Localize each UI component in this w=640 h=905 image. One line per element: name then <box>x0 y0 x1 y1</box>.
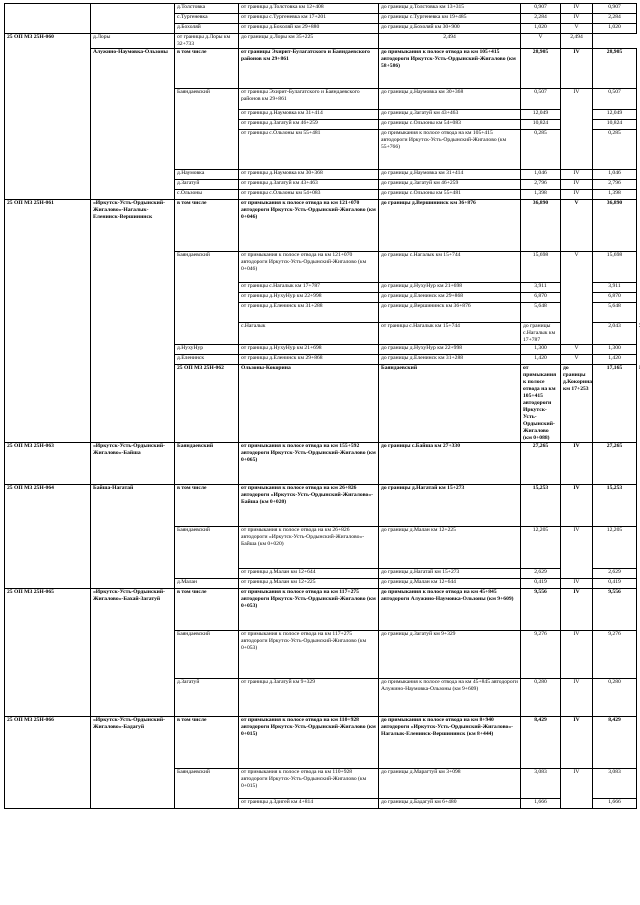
table-cell: 0,907 <box>593 4 637 14</box>
table-cell: д.НухуНур <box>175 345 239 355</box>
table-cell: до границы д.Загатуй км 43+463 <box>379 110 521 120</box>
table-cell: 3,911 <box>521 283 561 293</box>
table-cell: 28,905 <box>521 49 561 89</box>
table-cell: 5,648 <box>593 303 637 323</box>
table-cell: от границы с.Тургеневка км 17+201 <box>239 14 379 24</box>
table-cell: 2,494 <box>561 34 593 49</box>
table-cell: от границы д.НухуНур км 21+698 <box>239 345 379 355</box>
table-cell: 17,165 <box>593 365 637 443</box>
table-row <box>5 49 637 89</box>
table-cell: IV <box>561 717 593 769</box>
table-cell: 2,629 <box>521 569 561 579</box>
table-cell: 1,398 <box>521 190 561 200</box>
table-cell: от границы д.Малан км 12+225 <box>239 579 379 589</box>
table-cell: от примыкания к полосе отвода на км 121+070 автодороги Иркутск-Усть-Ордынский-Жигалово (км 0+046) <box>239 200 379 252</box>
table-cell: 3,911 <box>593 283 637 293</box>
table-cell: IV <box>561 769 593 809</box>
table-cell: Баяндаевский <box>175 443 239 485</box>
table-cell: с.Нагалык <box>239 323 379 345</box>
table-cell: 36,890 <box>593 200 637 252</box>
table-cell: до границы с.Нагалык км 17+787 <box>521 323 561 345</box>
table-row <box>5 4 637 14</box>
table-cell: 2,284 <box>521 14 561 24</box>
table-row <box>5 717 637 769</box>
table-cell: д.Бохоляй <box>175 24 239 34</box>
table-cell: IV <box>561 14 593 24</box>
table-cell: до границы с.Тургеневка км 19+485 <box>379 14 521 24</box>
table-cell: 1,300 <box>593 345 637 355</box>
table-cell: до примыкания к полосе отвода на км 8+940 автодороги «Иркутск-Усть-Ордынский-Жигалово»-Нагалык-Еленинск-Вершининск (км 8+444) <box>379 717 521 769</box>
table-cell: 5,648 <box>521 303 561 323</box>
table-cell: до границы д.Бохоляй км 30+900 <box>379 24 521 34</box>
table-row <box>5 443 637 485</box>
table-cell: 9,556 <box>521 589 561 631</box>
table-cell: Баяндаевский <box>175 769 239 809</box>
table-body <box>5 4 637 809</box>
table-cell: 2,629 <box>593 569 637 579</box>
table-cell: 8,429 <box>521 717 561 769</box>
table-cell: 27,265 <box>521 443 561 485</box>
table-cell: от границы с.Ользоны км 54+083 <box>239 190 379 200</box>
table-cell: 25 ОП МЗ 25Н-060 <box>5 34 91 200</box>
table-cell: от границы д.Загатуй км 46+259 <box>239 120 379 130</box>
table-cell: до границы д.НухуНур км 21+698 <box>379 283 521 293</box>
table-cell: от границы д.Толстовка км 12+408 <box>239 4 379 14</box>
table-cell: от границы Эхирит-Булагатского и Баяндаевского районов км 29+861 <box>239 89 379 110</box>
table-cell: от границы д.Еленинск км 31+288 <box>239 303 379 323</box>
table-cell: от примыкания к полосе отвода на км 110+928 автодороги Иркутск-Усть-Ордынский-Жигалово (км 0+015) <box>239 717 379 769</box>
table-cell: от границы Эхирит-Булагатского и Баяндаевского районов км 29+861 <box>239 49 379 89</box>
table-cell: Алужино-Наумовка-Ользоны <box>91 49 175 200</box>
table-cell: 0,285 <box>593 130 637 170</box>
table-row <box>5 200 637 252</box>
table-cell: до границы д.Бадагуй км 6+480 <box>379 799 521 809</box>
table-cell: 27,265 <box>593 443 637 485</box>
table-cell: до примыкания к полосе отвода на км 105+415 автодороги Иркутск-Усть-Ордынский-Жигалово (км 58+586) <box>379 49 521 89</box>
table-cell: д.Малан <box>175 579 239 589</box>
table-cell: до границы с.Ользоны км 55+481 <box>379 190 521 200</box>
table-cell: 12,205 <box>593 527 637 569</box>
table-cell: IV <box>561 631 593 679</box>
table-cell: от примыкания к полосе отвода на км 117+275 автодороги Иркутск-Усть-Ордынский-Жигалово (км 0+053) <box>239 589 379 631</box>
table-cell: в том числе <box>175 49 239 89</box>
table-cell: IV <box>561 527 593 579</box>
table-cell: д.Лоры <box>91 34 175 49</box>
table-cell: Баяндаевский <box>175 631 239 679</box>
table-cell: Байша-Нагатай <box>91 485 175 589</box>
table-cell: 0,280 <box>593 679 637 717</box>
table-cell: 6,870 <box>593 293 637 303</box>
table-cell: 0,419 <box>521 579 561 589</box>
table-cell: от границы с.Нагалык км 17+787 <box>239 283 379 293</box>
table-cell: до границы д.Вершининск км 36+876 <box>379 200 521 252</box>
table-cell: 2,284 <box>593 14 637 24</box>
table-cell: 2,796 <box>593 180 637 190</box>
table-cell: IV <box>561 180 593 190</box>
table-cell: до границы д.Наумовка км 30+368 <box>379 89 521 110</box>
table-cell: до границы с.Ользоны км 54+083 <box>379 120 521 130</box>
table-cell: до примыкания к полосе отвода на км 105+415 автодороги Иркутск-Усть-Ордынский-Жигалово (км 55+766) <box>379 130 521 170</box>
table-cell: в том числе <box>175 589 239 631</box>
table-cell: 12,049 <box>593 110 637 120</box>
table-cell <box>5 4 91 34</box>
table-cell: 9,556 <box>593 589 637 631</box>
table-cell: до границы д.Малан км 12+225 <box>379 527 521 569</box>
table-cell: до границы д.Нагатай км 15+273 <box>379 569 521 579</box>
table-cell: 25 ОП МЗ 25Н-064 <box>5 485 91 589</box>
table-cell: IV <box>561 443 593 485</box>
table-cell: Баяндаевский <box>379 365 521 443</box>
table-cell: 10,824 <box>593 120 637 130</box>
table-cell: 0,507 <box>521 89 561 110</box>
table-cell: 3,083 <box>521 769 561 799</box>
table-cell: д.Наумовка <box>175 170 239 180</box>
table-cell: до границы д.Малан км 12+644 <box>379 579 521 589</box>
table-cell: «Иркутск-Усть-Ордынский-Жигалово»-Бахай-Загатуй <box>91 589 175 717</box>
table-cell: с.Тургеневка <box>175 14 239 24</box>
table-row <box>5 589 637 631</box>
table-cell: от границы д.НухуНур км 22+998 <box>239 293 379 303</box>
table-cell: д.Загатуй <box>175 679 239 717</box>
table-row <box>5 485 637 527</box>
table-cell: Баяндаевский <box>175 89 239 170</box>
table-cell: «Иркутск-Усть-Ордынский-Жигалово»-Байша <box>91 443 175 485</box>
table-cell: от примыкания к полосе отвода на км 110+928 автодороги Иркутск-Усть-Ордынский-Жигалово (км 0+015) <box>239 769 379 799</box>
table-cell: от границы д.Здигей км 4+814 <box>239 799 379 809</box>
table-cell: 1,420 <box>593 355 637 365</box>
table-cell: 15,253 <box>593 485 637 527</box>
table-cell: IV <box>561 485 593 527</box>
table-cell: от примыкания к полосе отвода на км 26+826 автодороги «Иркутск-Усть-Ордынский-Жигалово»-Байша (км 0+020) <box>239 485 379 527</box>
table-cell: 15,698 <box>521 252 561 283</box>
table-cell: до границы д.Еленинск км 31+288 <box>379 355 521 365</box>
table-cell: до примыкания к полосе отвода на км 45+845 автодороги Алужино-Наумовка-Ользоны (км 9+609) <box>379 589 521 631</box>
table-cell: 25 ОП МЗ 25Н-065 <box>5 589 91 717</box>
table-cell: до границы д.Наумовка км 31+414 <box>379 170 521 180</box>
table-cell: 25 ОП МЗ 25Н-066 <box>5 717 91 809</box>
table-cell: Баяндаевский <box>175 252 239 345</box>
table-cell: V <box>561 345 593 355</box>
table-cell: 1,020 <box>521 24 561 34</box>
table-cell: до примыкания к полосе отвода на км 45+845 автодороги Алужино-Наумовка-Ользоны (км 9+609) <box>379 679 521 717</box>
table-cell: IV <box>561 49 593 89</box>
table-row <box>5 34 637 49</box>
table-cell: 1,020 <box>593 24 637 34</box>
table-cell: 6,870 <box>521 293 561 303</box>
table-cell: до границы д.Марагтуй км 3+098 <box>379 769 521 799</box>
table-cell: 0,907 <box>521 4 561 14</box>
table-cell: IV <box>561 190 593 200</box>
table-cell: IV <box>561 589 593 631</box>
table-cell <box>91 4 175 34</box>
table-cell: от примыкания к полосе отвода на км 26+826 автодороги «Иркутск-Усть-Ордынский-Жигалово»-Байша (км 0+020) <box>239 527 379 569</box>
roads-table <box>4 3 637 809</box>
table-cell: 0,507 <box>593 89 637 110</box>
table-cell: 1,398 <box>593 190 637 200</box>
table-cell: в том числе <box>175 200 239 252</box>
table-cell: 9,276 <box>593 631 637 679</box>
table-cell: от границы д.Наумовка км 30+368 <box>239 170 379 180</box>
table-cell: 9,276 <box>521 631 561 679</box>
table-cell: до границы д.Лоры км 35+225 <box>239 34 379 49</box>
table-cell: д.Толстовка <box>175 4 239 14</box>
table-cell: 1,666 <box>521 799 561 809</box>
table-cell: «Иркутск-Усть-Ордынский-Жигалово»-Нагалык-Еленинск-Вершининск <box>91 200 175 443</box>
table-cell: д.Еленинск <box>175 355 239 365</box>
table-cell: 25 ОП МЗ 25Н-061 <box>5 200 91 443</box>
table-cell: от границы д.Наумовка км 31+414 <box>239 110 379 120</box>
table-cell: 28,905 <box>593 49 637 89</box>
table-cell: 2,494 <box>379 34 521 49</box>
table-cell: 15,253 <box>521 485 561 527</box>
table-cell: до границы д.Еленинск км 29+868 <box>379 293 521 303</box>
table-cell: от примыкания к полосе отвода на км 121+070 автодороги Иркутск-Усть-Ордынский-Жигалово (км 0+046) <box>239 252 379 283</box>
table-cell: 3,083 <box>593 769 637 799</box>
table-cell: 12,049 <box>521 110 561 120</box>
table-cell: Ользоны-Кокорина <box>239 365 379 443</box>
table-cell: до границы д.Нагатай км 15+273 <box>379 485 521 527</box>
table-cell: V <box>561 252 593 345</box>
table-cell: IV <box>561 679 593 717</box>
table-cell: 1,420 <box>521 355 561 365</box>
table-cell: от границы с.Нагалык км 15+744 <box>379 323 521 345</box>
table-cell: «Иркутск-Усть-Ордынский-Жигалово»-Бадагуй <box>91 717 175 809</box>
table-cell: V <box>561 200 593 252</box>
table-cell: 2,043 <box>593 323 637 345</box>
table-cell: от примыкания к полосе отвода на км 155+592 автодороги Иркутск-Усть-Ордынский-Жигалово (км 0+065) <box>239 443 379 485</box>
table-cell: 0,285 <box>521 130 561 170</box>
table-cell: до границы д.НухуНур км 22+998 <box>379 345 521 355</box>
table-cell: 0,419 <box>593 579 637 589</box>
table-cell: Баяндаевский <box>175 527 239 579</box>
table-cell: 2,796 <box>521 180 561 190</box>
table-cell: 10,824 <box>521 120 561 130</box>
table-cell: 1,046 <box>521 170 561 180</box>
table-cell: от границы д.Еленинск км 29+868 <box>239 355 379 365</box>
table-cell: от границы д.Загатуй км 43+463 <box>239 180 379 190</box>
table-cell: от границы д.Загатуй км 9+329 <box>239 679 379 717</box>
table-cell: IV <box>561 4 593 14</box>
table-cell: до границы д.Кокорина км 17+253 <box>561 365 593 443</box>
table-cell: от границы с.Ользоны км 55+481 <box>239 130 379 170</box>
table-cell: 25 ОП МЗ 25Н-062 <box>175 365 239 443</box>
table-cell: 36,890 <box>521 200 561 252</box>
table-cell: 1,300 <box>521 345 561 355</box>
table-cell: 1,666 <box>593 799 637 809</box>
table-cell: 25 ОП МЗ 25Н-063 <box>5 443 91 485</box>
table-cell: V <box>561 24 593 34</box>
table-cell: до границы с.Нагалык км 15+744 <box>379 252 521 283</box>
table-cell: до границы д.Загатуй км 9+329 <box>379 631 521 679</box>
table-cell: до границы д.Вершининск км 36+876 <box>379 303 521 323</box>
table-cell: 8,429 <box>593 717 637 769</box>
table-cell: IV <box>561 579 593 589</box>
table-cell: 0,280 <box>521 679 561 717</box>
table-cell: от границы д.Малан км 12+644 <box>239 569 379 579</box>
table-cell: до границы д.Загатуй км 46+259 <box>379 180 521 190</box>
table-cell: IV <box>561 170 593 180</box>
table-cell: IV <box>561 89 593 170</box>
table-cell: V <box>561 355 593 365</box>
table-cell: до границы д.Толстовка км 13+315 <box>379 4 521 14</box>
table-cell: от примыкания к полосе отвода на км 105+415 автодороги Иркутск-Усть-Ордынский-Жигалово (км 0+088) <box>521 365 561 443</box>
table-cell: от границы д.Бохоляй км 29+880 <box>239 24 379 34</box>
table-cell: до границы с.Байша км 27+330 <box>379 443 521 485</box>
table-cell: от примыкания к полосе отвода на км 117+275 автодороги Иркутск-Усть-Ордынский-Жигалово (км 0+053) <box>239 631 379 679</box>
table-cell: от границы д.Лоры км 32+733 <box>175 34 239 49</box>
table-cell: в том числе <box>175 717 239 769</box>
table-cell: д.Загатуй <box>175 180 239 190</box>
table-cell: V <box>521 34 561 49</box>
table-cell: 12,205 <box>521 527 561 569</box>
table-cell: 1,046 <box>593 170 637 180</box>
table-cell: 15,698 <box>593 252 637 283</box>
table-cell: в том числе <box>175 485 239 527</box>
table-cell: с.Ользоны <box>175 190 239 200</box>
